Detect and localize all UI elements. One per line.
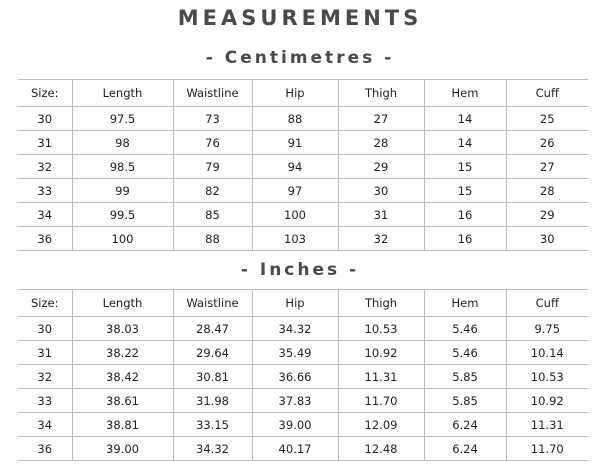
table-cell: 31 <box>338 203 424 227</box>
header-length: Length <box>72 80 173 107</box>
table-header-row <box>18 290 588 317</box>
page-title: MEASUREMENTS <box>177 6 423 30</box>
table-cell: 94 <box>252 155 338 179</box>
table-cell: 9.75 <box>506 317 588 341</box>
header-hip: Hip <box>252 290 338 317</box>
table-cell: 35.49 <box>252 341 338 365</box>
table-row <box>18 155 588 179</box>
table-row <box>18 413 588 437</box>
table-cell: 39.00 <box>252 413 338 437</box>
table-cell: 15 <box>424 155 506 179</box>
table-row <box>18 365 588 389</box>
table-cell: 38.81 <box>72 413 173 437</box>
table-cell: 99 <box>72 179 173 203</box>
table-cell: 103 <box>252 227 338 251</box>
table-cell: 100 <box>72 227 173 251</box>
table-cell: 30 <box>18 317 72 341</box>
table-cell: 16 <box>424 203 506 227</box>
table-cell: 39.00 <box>72 437 173 461</box>
table-cell: 5.85 <box>424 389 506 413</box>
table-row <box>18 179 588 203</box>
table-cell: 29 <box>338 155 424 179</box>
table-cell: 32 <box>18 365 72 389</box>
table-cell: 11.70 <box>506 437 588 461</box>
table-cell: 88 <box>173 227 252 251</box>
table-cell: 85 <box>173 203 252 227</box>
inches-table <box>18 289 588 461</box>
table-cell: 40.17 <box>252 437 338 461</box>
table-cell: 11.31 <box>338 365 424 389</box>
table-cell: 11.31 <box>506 413 588 437</box>
table-cell: 10.92 <box>506 389 588 413</box>
table-cell: 30.81 <box>173 365 252 389</box>
table-cell: 5.46 <box>424 317 506 341</box>
table-cell: 36.66 <box>252 365 338 389</box>
table-cell: 16 <box>424 227 506 251</box>
table-cell: 31.98 <box>173 389 252 413</box>
table-cell: 38.03 <box>72 317 173 341</box>
table-cell: 38.42 <box>72 365 173 389</box>
table-row <box>18 203 588 227</box>
table-cell: 28 <box>506 179 588 203</box>
table-cell: 28 <box>338 131 424 155</box>
table-cell: 36 <box>18 437 72 461</box>
table-cell: 27 <box>338 107 424 131</box>
table-cell: 32 <box>18 155 72 179</box>
table-cell: 33 <box>18 179 72 203</box>
header-hem: Hem <box>424 290 506 317</box>
centimetres-heading: - Centimetres - <box>205 48 395 68</box>
table-cell: 27 <box>506 155 588 179</box>
table-row <box>18 227 588 251</box>
table-cell: 29 <box>506 203 588 227</box>
header-waistline: Waistline <box>173 80 252 107</box>
table-cell: 29.64 <box>173 341 252 365</box>
table-cell: 11.70 <box>338 389 424 413</box>
table-cell: 30 <box>506 227 588 251</box>
table-cell: 30 <box>18 107 72 131</box>
header-thigh: Thigh <box>338 290 424 317</box>
table-cell: 28.47 <box>173 317 252 341</box>
table-cell: 15 <box>424 179 506 203</box>
table-cell: 6.24 <box>424 437 506 461</box>
table-cell: 91 <box>252 131 338 155</box>
header-length: Length <box>72 290 173 317</box>
table-cell: 32 <box>338 227 424 251</box>
table-cell: 30 <box>338 179 424 203</box>
table-row <box>18 437 588 461</box>
table-cell: 38.61 <box>72 389 173 413</box>
table-cell: 12.09 <box>338 413 424 437</box>
table-cell: 100 <box>252 203 338 227</box>
table-cell: 25 <box>506 107 588 131</box>
header-hip: Hip <box>252 80 338 107</box>
table-cell: 76 <box>173 131 252 155</box>
table-cell: 6.24 <box>424 413 506 437</box>
table-cell: 31 <box>18 341 72 365</box>
table-cell: 26 <box>506 131 588 155</box>
table-cell: 37.83 <box>252 389 338 413</box>
header-waistline: Waistline <box>173 290 252 317</box>
table-cell: 5.46 <box>424 341 506 365</box>
table-cell: 5.85 <box>424 365 506 389</box>
centimetres-table <box>18 79 588 251</box>
table-cell: 10.14 <box>506 341 588 365</box>
table-cell: 33 <box>18 389 72 413</box>
table-cell: 33.15 <box>173 413 252 437</box>
table-cell: 82 <box>173 179 252 203</box>
header-cuff: Cuff <box>506 290 588 317</box>
table-cell: 34.32 <box>252 317 338 341</box>
table-cell: 10.92 <box>338 341 424 365</box>
table-cell: 97.5 <box>72 107 173 131</box>
header-size: Size: <box>18 80 72 107</box>
table-cell: 99.5 <box>72 203 173 227</box>
table-row <box>18 341 588 365</box>
table-row <box>18 389 588 413</box>
table-row <box>18 317 588 341</box>
header-size: Size: <box>18 290 72 317</box>
table-cell: 79 <box>173 155 252 179</box>
table-cell: 14 <box>424 107 506 131</box>
table-cell: 34 <box>18 413 72 437</box>
table-cell: 98.5 <box>72 155 173 179</box>
table-cell: 73 <box>173 107 252 131</box>
table-row <box>18 107 588 131</box>
table-cell: 31 <box>18 131 72 155</box>
inches-heading: - Inches - <box>240 260 360 280</box>
header-thigh: Thigh <box>338 80 424 107</box>
table-cell: 88 <box>252 107 338 131</box>
header-hem: Hem <box>424 80 506 107</box>
table-cell: 38.22 <box>72 341 173 365</box>
table-cell: 97 <box>252 179 338 203</box>
table-cell: 36 <box>18 227 72 251</box>
table-cell: 10.53 <box>506 365 588 389</box>
table-cell: 10.53 <box>338 317 424 341</box>
table-cell: 12.48 <box>338 437 424 461</box>
table-header-row <box>18 80 588 107</box>
table-cell: 34.32 <box>173 437 252 461</box>
table-cell: 98 <box>72 131 173 155</box>
header-cuff: Cuff <box>506 80 588 107</box>
table-row <box>18 131 588 155</box>
table-cell: 34 <box>18 203 72 227</box>
table-cell: 14 <box>424 131 506 155</box>
